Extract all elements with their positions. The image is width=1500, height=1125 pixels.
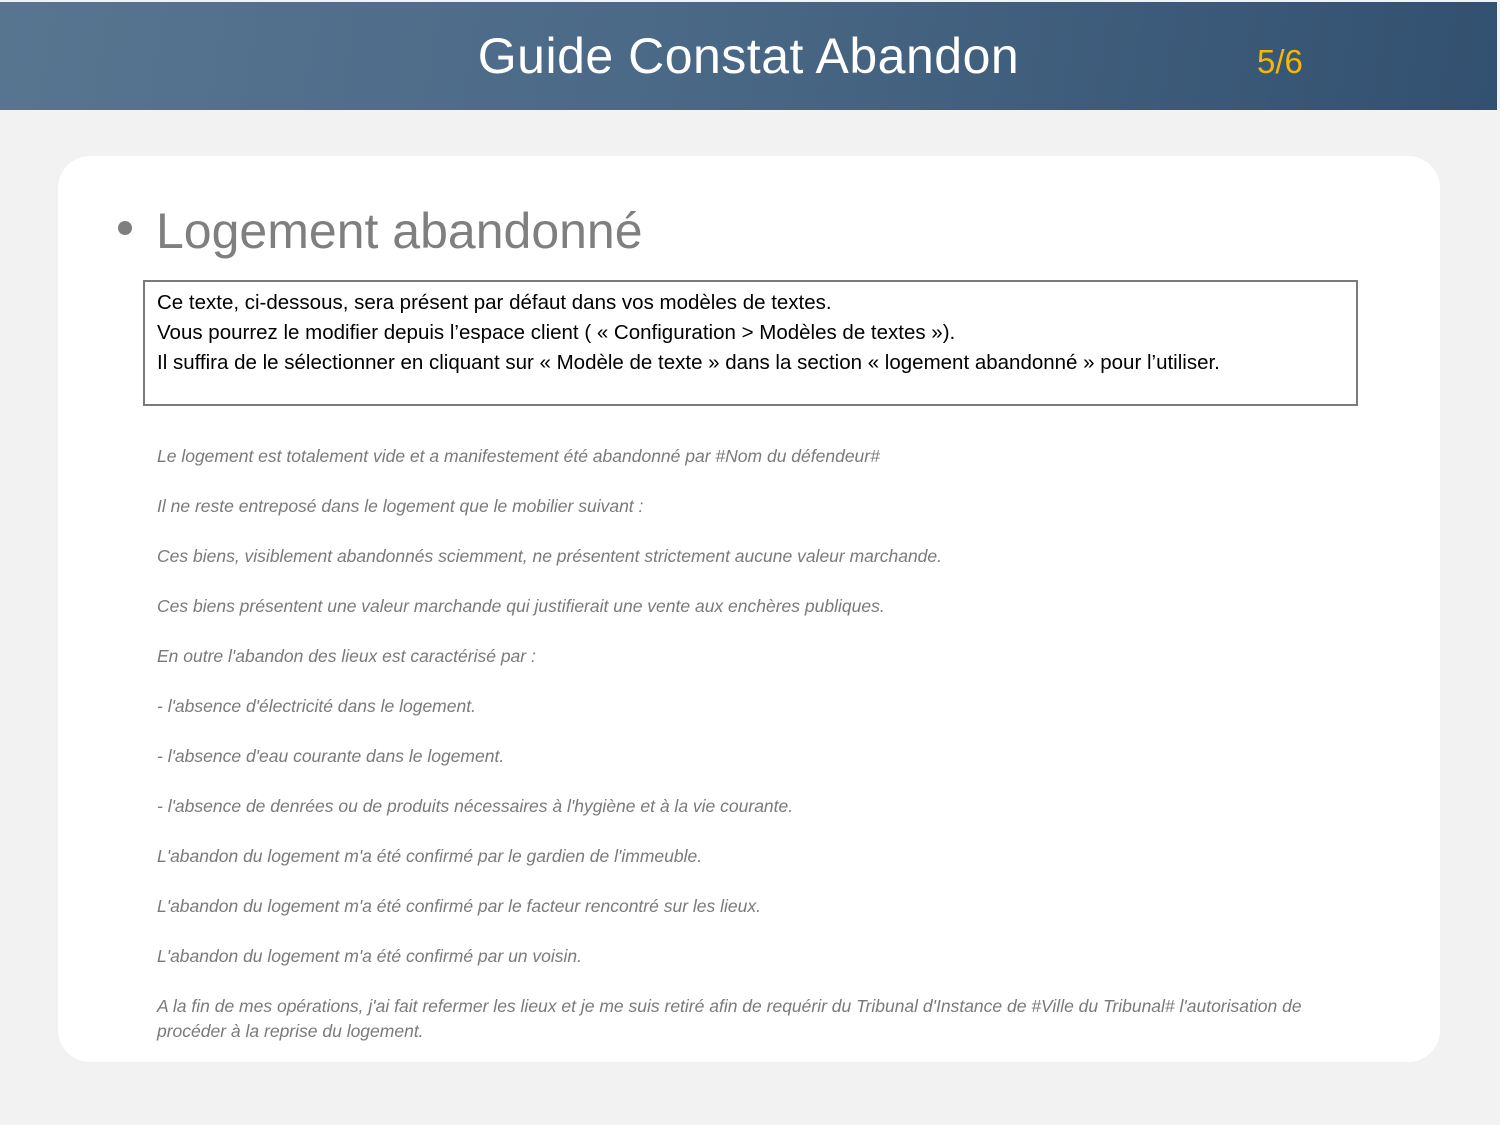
info-line: Ce texte, ci-dessous, sera présent par défaut dans vos modèles de textes.: [157, 291, 832, 314]
slide-header: [0, 2, 1497, 110]
bullet-icon: [118, 221, 132, 235]
template-paragraph: Le logement est totalement vide et a manifestement été abandonné par #Nom du défendeur#: [157, 446, 880, 466]
section-heading-text: Logement abandonné: [156, 203, 643, 259]
template-text: [157, 444, 1317, 1044]
info-line: Vous pourrez le modifier depuis l’espace client ( « Configuration > Modèles de textes »).: [157, 321, 956, 344]
section-heading: [118, 196, 643, 266]
template-paragraph: L'abandon du logement m'a été confirmé par le gardien de l'immeuble.: [157, 846, 703, 866]
template-paragraph: - l'absence de denrées ou de produits nécessaires à l'hygiène et à la vie courante.: [157, 796, 794, 816]
slide-title: Guide Constat Abandon: [477, 28, 1020, 84]
info-line: Il suffira de le sélectionner en cliquant sur « Modèle de texte » dans la section « logement abandonné » pour l’utiliser.: [157, 351, 1220, 374]
template-paragraph: Il ne reste entreposé dans le logement que le mobilier suivant :: [157, 496, 644, 516]
template-paragraph: L'abandon du logement m'a été confirmé par le facteur rencontré sur les lieux.: [157, 896, 761, 916]
template-paragraph: - l'absence d'électricité dans le logement.: [157, 696, 476, 716]
info-box: [143, 280, 1358, 406]
content-card: [58, 156, 1440, 1062]
template-paragraph: L'abandon du logement m'a été confirmé par un voisin.: [157, 946, 582, 966]
template-paragraph: En outre l'abandon des lieux est caractérisé par :: [157, 646, 536, 666]
template-paragraph: A la fin de mes opérations, j'ai fait refermer les lieux et je me suis retiré afin de requérir du Tribunal d'Instance de #Ville du Tribunal# l'autorisation de procéder à la reprise du logement.: [157, 996, 1302, 1041]
template-paragraph: Ces biens présentent une valeur marchande qui justifierait une vente aux enchères publiques.: [157, 596, 885, 616]
template-paragraph: Ces biens, visiblement abandonnés sciemment, ne présentent strictement aucune valeur marchande.: [157, 546, 943, 566]
page-counter: 5/6: [1257, 43, 1303, 80]
template-paragraph: - l'absence d'eau courante dans le logement.: [157, 746, 505, 766]
